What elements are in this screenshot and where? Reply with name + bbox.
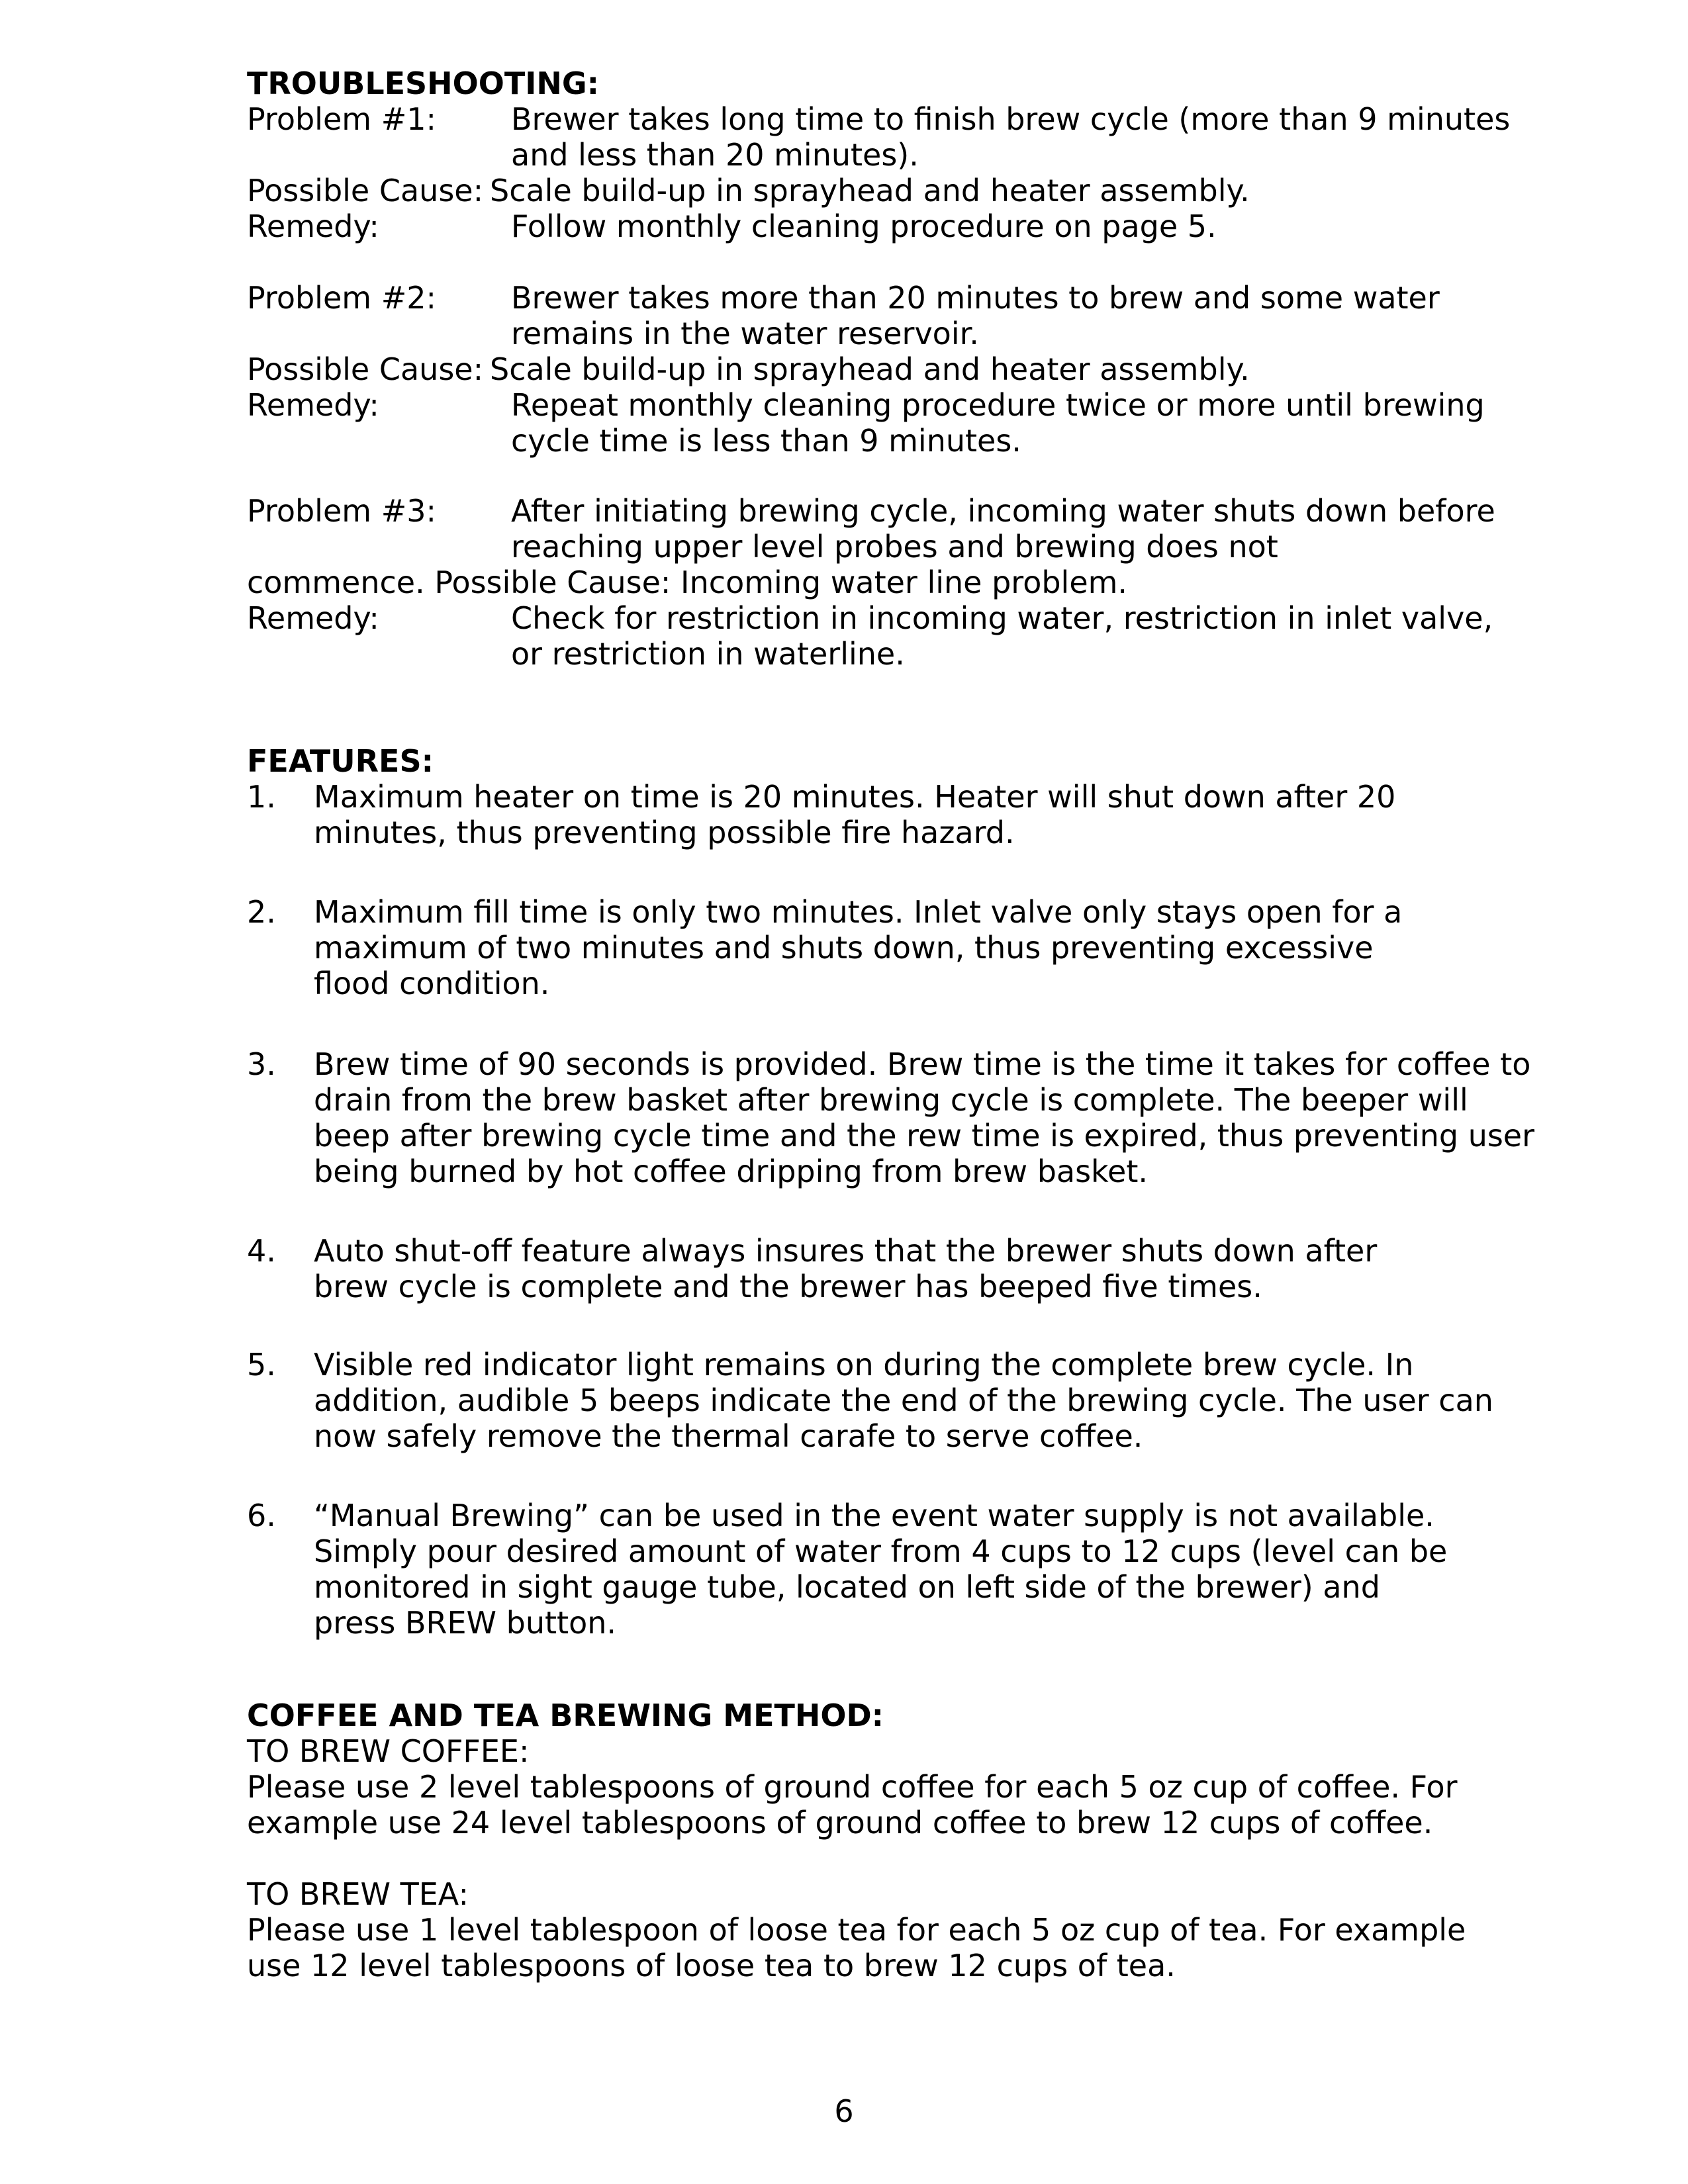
feature-3-text: drain from the brew basket after brewing cycle is complete. The beeper will [314,1082,1468,1118]
feature-6-text: monitored in sight gauge tube, located on left side of the brewer) and [314,1569,1380,1605]
feature-5-text: now safely remove the thermal carafe to serve coffee. [314,1418,1143,1454]
feature-5-text: Visible red indicator light remains on during the complete brew cycle. In [314,1347,1414,1383]
problem-2-text: remains in the water reservoir. [511,316,979,351]
problem-1-label: Problem #1: [247,101,436,137]
feature-4-text: brew cycle is complete and the brewer has beeped five times. [314,1269,1262,1304]
feature-2-text: maximum of two minutes and shuts down, thus preventing excessive [314,930,1374,966]
feature-6-text: Simply pour desired amount of water from 4 cups to 12 cups (level can be [314,1533,1448,1569]
feature-6-text: press BREW button. [314,1605,616,1641]
feature-1-text: Maximum heater on time is 20 minutes. Heater will shut down after 20 [314,779,1396,815]
problem-2-label: Problem #2: [247,280,436,316]
brew-tea-title: TO BREW TEA: [247,1876,469,1912]
feature-number: 6. [247,1498,276,1533]
problem-2-remedy: cycle time is less than 9 minutes. [511,423,1021,459]
problem-1-text: and less than 20 minutes). [511,137,919,173]
problem-3-remedy: or restriction in waterline. [511,636,905,672]
feature-5-text: addition, audible 5 beeps indicate the end of the brewing cycle. The user can [314,1383,1493,1418]
problem-3-remedy-label: Remedy: [247,600,379,636]
problem-1-remedy: Follow monthly cleaning procedure on page 5. [511,208,1217,244]
feature-4-text: Auto shut-off feature always insures that the brewer shuts down after [314,1233,1378,1269]
problem-1-text: Brewer takes long time to finish brew cycle (more than 9 minutes [511,101,1511,137]
feature-number: 5. [247,1347,276,1383]
problem-3-text: After initiating brewing cycle, incoming water shuts down before [511,493,1495,529]
problem-3-text: reaching upper level probes and brewing does not [511,529,1278,565]
features-heading: FEATURES: [247,743,434,779]
brew-tea-text: Please use 1 level tablespoon of loose tea for each 5 oz cup of tea. For example [247,1912,1466,1948]
problem-2-text: Brewer takes more than 20 minutes to brew and some water [511,280,1440,316]
problem-2-cause-label: Possible Cause: [247,351,484,387]
feature-number: 2. [247,894,276,930]
problem-3-remedy: Check for restriction in incoming water, restriction in inlet valve, [511,600,1493,636]
page-number: 6 [834,2093,854,2129]
problem-3-label: Problem #3: [247,493,436,529]
brewing-method-heading: COFFEE AND TEA BREWING METHOD: [247,1698,884,1733]
feature-number: 4. [247,1233,276,1269]
problem-3-text: commence. Possible Cause: Incoming water line problem. [247,565,1128,600]
feature-3-text: being burned by hot coffee dripping from brew basket. [314,1154,1149,1189]
problem-2-remedy-label: Remedy: [247,387,379,423]
feature-2-text: Maximum fill time is only two minutes. Inlet valve only stays open for a [314,894,1403,930]
feature-number: 1. [247,779,276,815]
problem-2-cause: Scale build-up in sprayhead and heater assembly. [490,351,1250,387]
feature-1-text: minutes, thus preventing possible fire hazard. [314,815,1015,850]
feature-3-text: beep after brewing cycle time and the rew time is expired, thus preventing user [314,1118,1535,1154]
problem-1-cause-label: Possible Cause: [247,173,484,208]
brew-coffee-text: Please use 2 level tablespoons of ground coffee for each 5 oz cup of coffee. For [247,1769,1458,1805]
problem-1-cause: Scale build-up in sprayhead and heater assembly. [490,173,1250,208]
brew-coffee-text: example use 24 level tablespoons of ground coffee to brew 12 cups of coffee. [247,1805,1433,1841]
brew-coffee-title: TO BREW COFFEE: [247,1733,530,1769]
troubleshooting-heading: TROUBLESHOOTING: [247,66,600,101]
feature-2-text: flood condition. [314,966,550,1001]
feature-number: 3. [247,1046,276,1082]
feature-6-text: “Manual Brewing” can be used in the event water supply is not available. [314,1498,1434,1533]
brew-tea-text: use 12 level tablespoons of loose tea to brew 12 cups of tea. [247,1948,1176,1983]
problem-1-remedy-label: Remedy: [247,208,379,244]
feature-3-text: Brew time of 90 seconds is provided. Brew time is the time it takes for coffee to [314,1046,1531,1082]
problem-2-remedy: Repeat monthly cleaning procedure twice or more until brewing [511,387,1485,423]
